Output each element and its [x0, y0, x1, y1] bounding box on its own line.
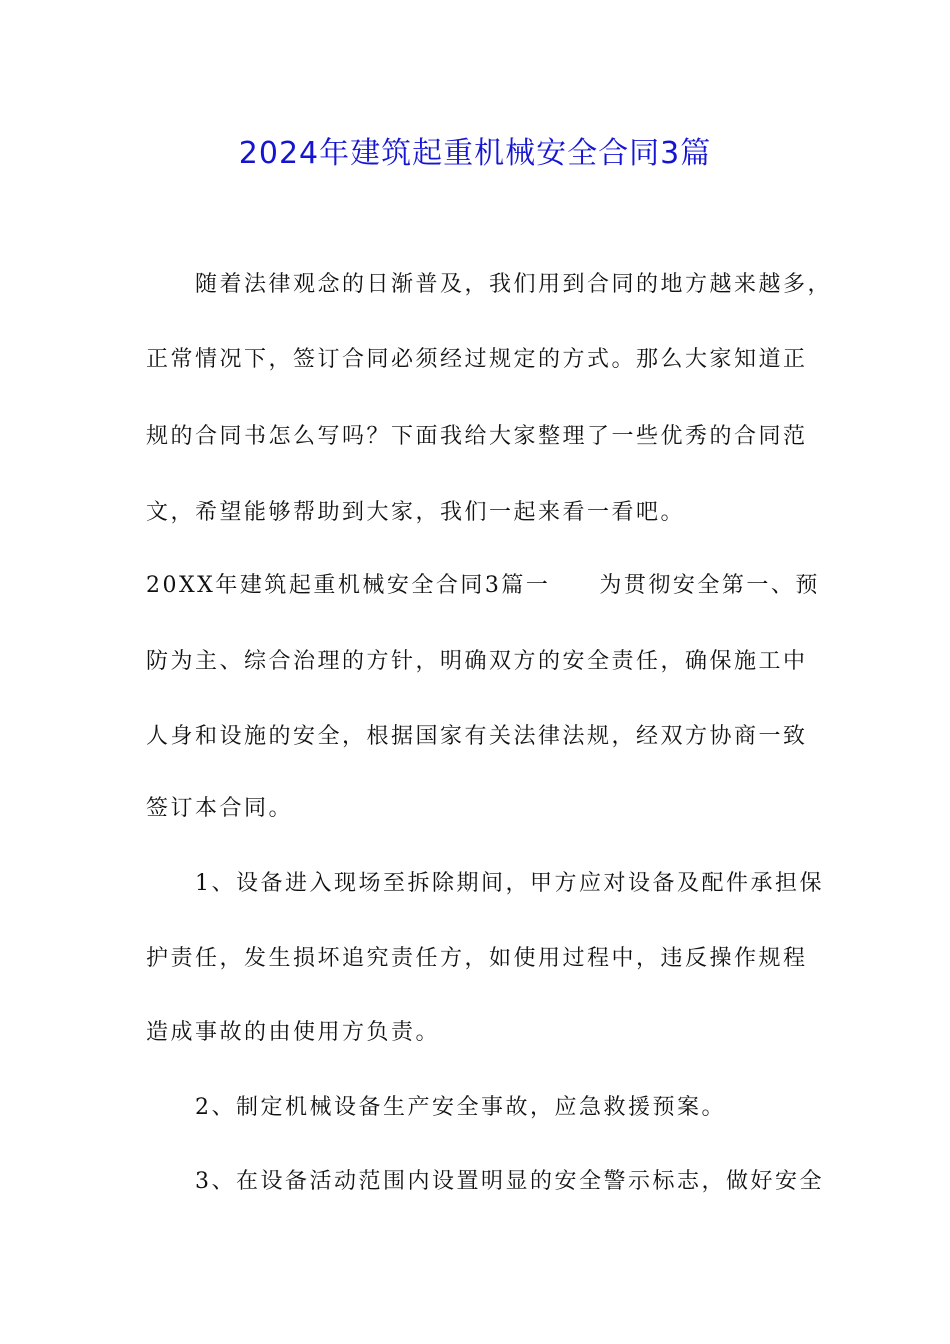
paragraph-line: 3、在设备活动范围内设置明显的安全警示标志，做好安全: [146, 1169, 824, 1194]
paragraph-line: 20XX年建筑起重机械安全合同3篇一 为贯彻安全第一、预: [146, 573, 820, 598]
paragraph-line: 1、设备进入现场至拆除期间，甲方应对设备及配件承担保: [146, 871, 824, 896]
paragraph-line: 2、制定机械设备生产安全事故，应急救援预案。: [146, 1095, 726, 1120]
paragraph-line: 规的合同书怎么写吗？下面我给大家整理了一些优秀的合同范: [146, 424, 808, 449]
paragraph-line: 造成事故的由使用方负责。: [146, 1020, 441, 1045]
paragraph-line: 人身和设施的安全，根据国家有关法律法规，经双方协商一致: [146, 724, 808, 749]
paragraph-line: 护责任，发生损坏追究责任方，如使用过程中，违反操作规程: [146, 946, 808, 971]
paragraph-line: 签订本合同。: [146, 796, 294, 821]
paragraph-line: 随着法律观念的日渐普及，我们用到合同的地方越来越多，: [146, 272, 833, 297]
paragraph-line: 防为主、综合治理的方针，明确双方的安全责任，确保施工中: [146, 649, 808, 674]
paragraph-line: 文，希望能够帮助到大家，我们一起来看一看吧。: [146, 500, 686, 525]
document-title: 2024年建筑起重机械安全合同3篇: [238, 136, 712, 171]
paragraph-line: 正常情况下，签订合同必须经过规定的方式。那么大家知道正: [146, 347, 808, 372]
